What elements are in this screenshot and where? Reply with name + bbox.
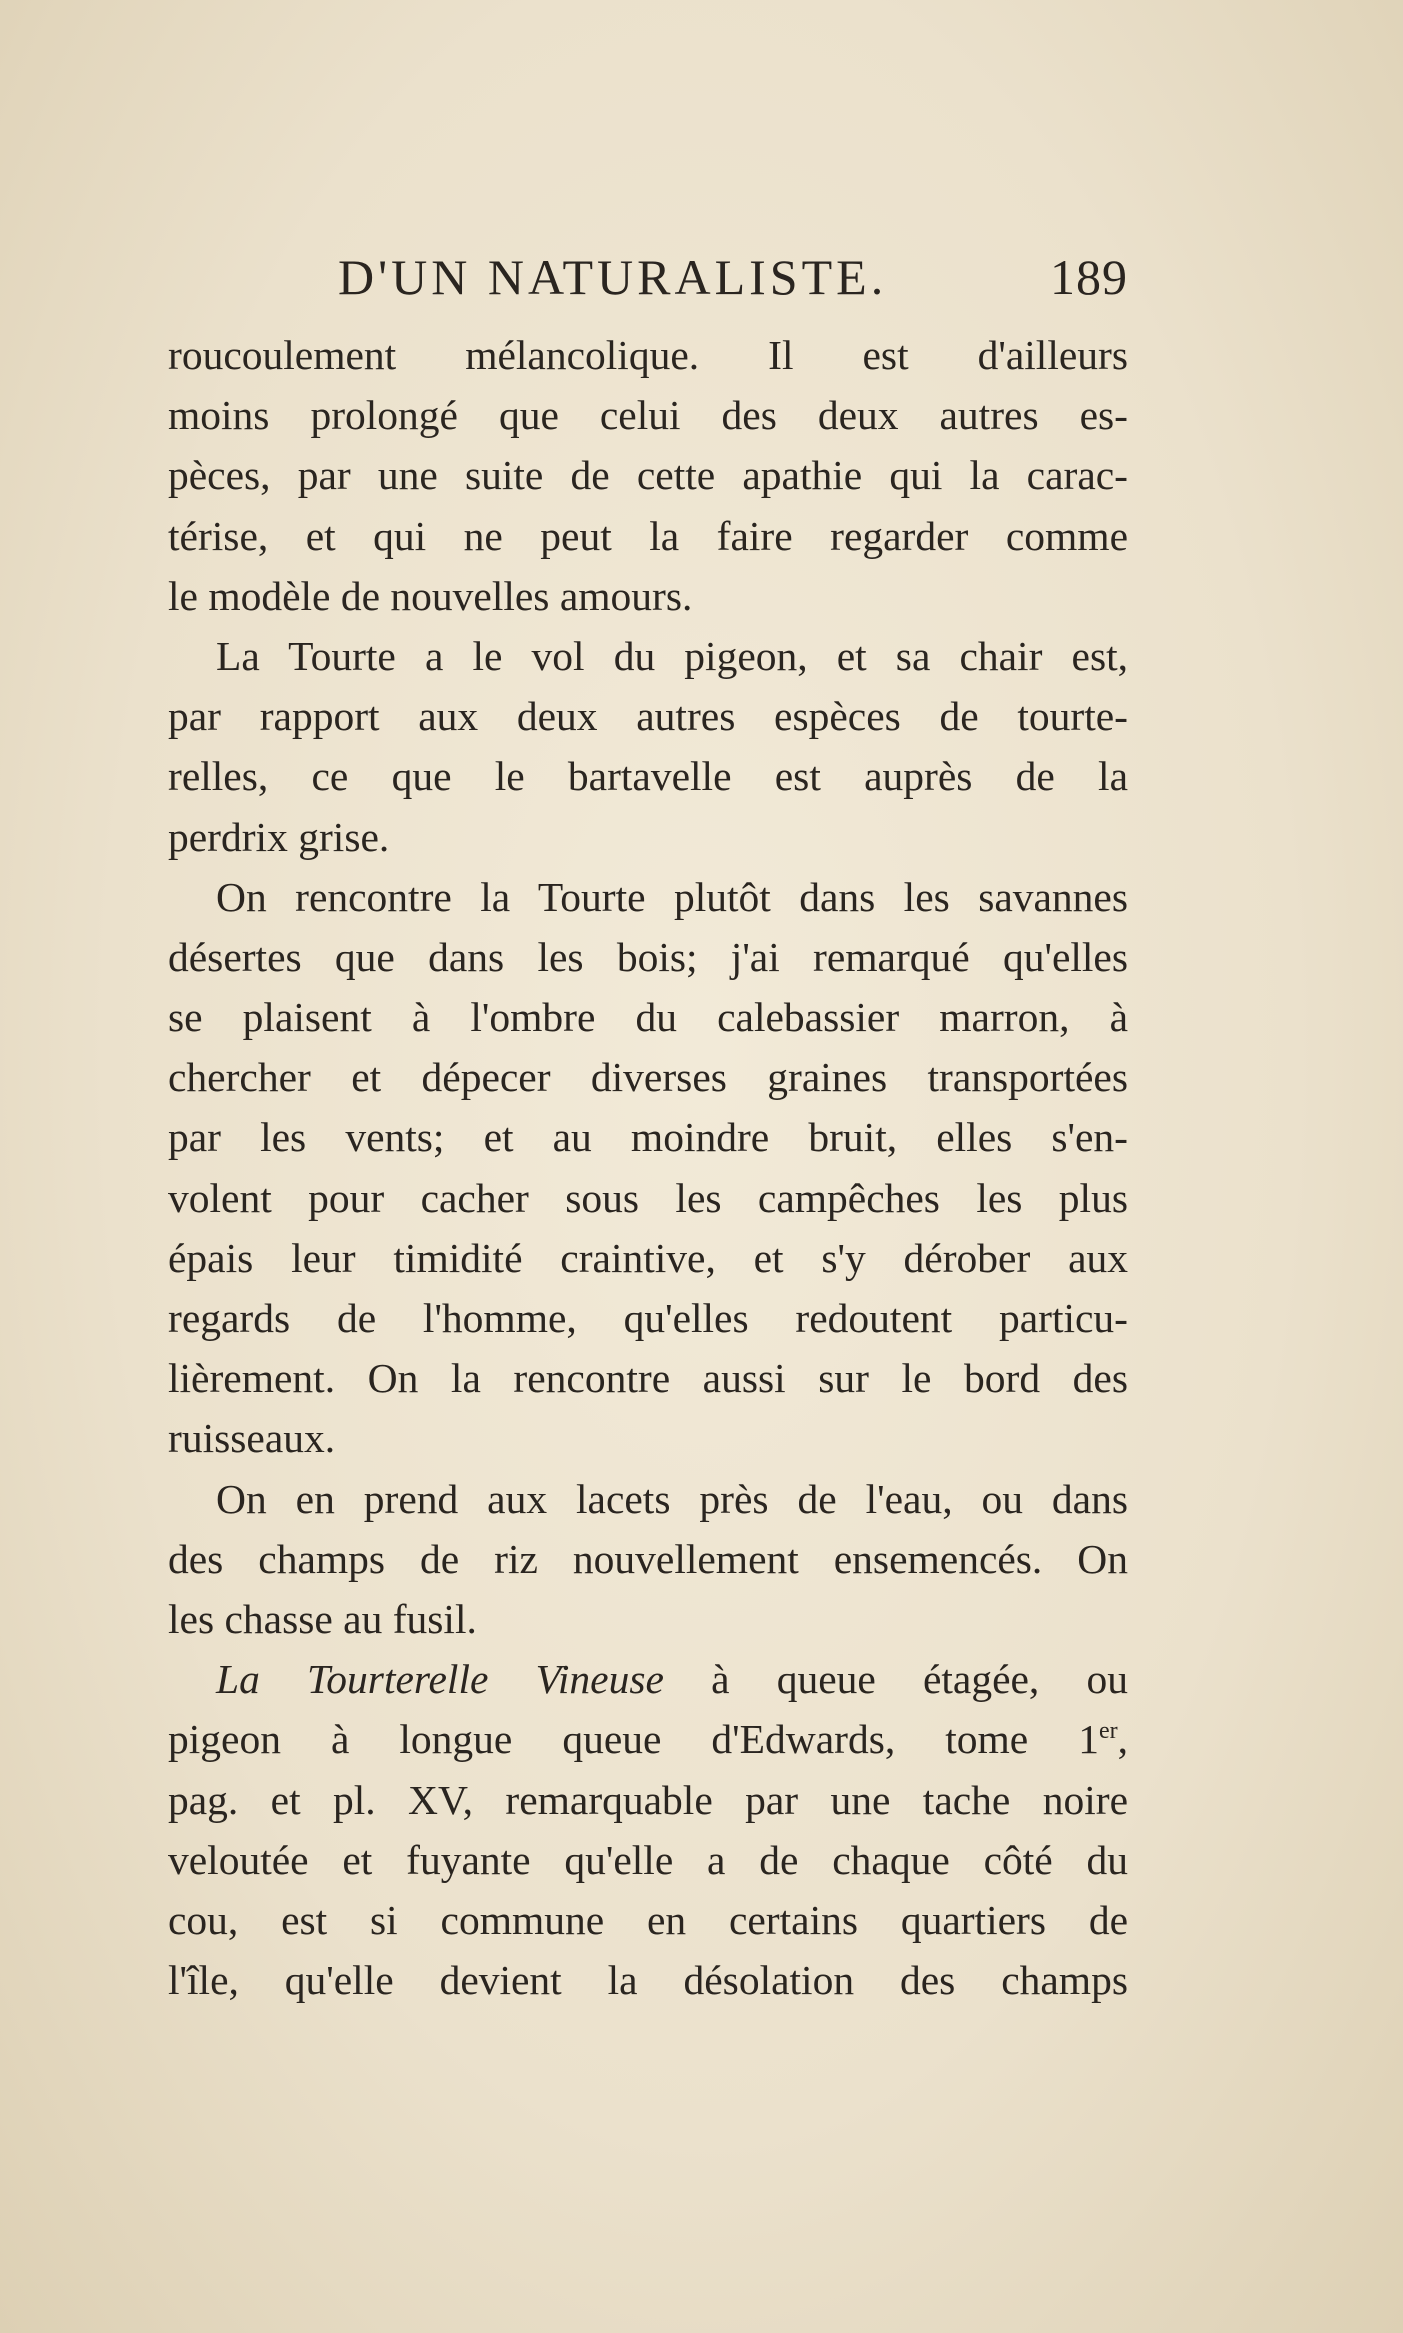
text-line: perdrix grise. <box>168 813 390 860</box>
text-line: moins prolongé que celui des deux autres es- <box>168 392 1128 439</box>
text-fragment: à queue étagée, ou <box>663 1656 1129 1703</box>
text-line: lièrement. On la rencontre aussi sur le bord des <box>168 1355 1128 1402</box>
running-title: D'UN NATURALISTE. <box>338 249 888 305</box>
text-line: pag. et pl. XV, remarquable par une tache noire <box>168 1776 1128 1823</box>
text-line: ruisseaux. <box>168 1415 336 1462</box>
body-text <box>168 325 1128 2010</box>
text-line: désertes que dans les bois; j'ai remarqué qu'elles <box>168 933 1128 980</box>
text-line: roucoulement mélancolique. Il est d'ailleurs <box>168 332 1128 378</box>
text-line: se plaisent à l'ombre du calebassier marron, à <box>168 994 1128 1041</box>
text-line: épais leur timidité craintive, et s'y dérober aux <box>168 1234 1128 1281</box>
text-line: le modèle de nouvelles amours. <box>168 572 693 619</box>
text-line: La Tourte a le vol du pigeon, et sa chair est, <box>216 632 1128 679</box>
text-line: On rencontre la Tourte plutôt dans les savannes <box>216 873 1128 920</box>
running-head <box>338 248 1128 318</box>
text-line: térise, et qui ne peut la faire regarder comme <box>168 512 1128 559</box>
text-line: par rapport aux deux autres espèces de tourte- <box>168 693 1128 740</box>
text-line: les chasse au fusil. <box>168 1595 477 1642</box>
text-line-superscript <box>168 1709 1128 1769</box>
text-line: cou, est si commune en certains quartiers de <box>168 1896 1128 1943</box>
superscript: er <box>1098 1718 1118 1745</box>
text-line: chercher et dépecer diverses graines transportées <box>168 1054 1128 1101</box>
text-fragment: , <box>1117 1716 1128 1763</box>
species-name: La Tourterelle Vineuse <box>216 1656 664 1703</box>
text-line: On en prend aux lacets près de l'eau, ou dans <box>216 1475 1128 1522</box>
text-line: volent pour cacher sous les campêches les plus <box>168 1174 1128 1221</box>
text-line: relles, ce que le bartavelle est auprès de la <box>168 753 1128 800</box>
text-line: par les vents; et au moindre bruit, elles s'en- <box>168 1114 1128 1161</box>
text-line: des champs de riz nouvellement ensemencés. On <box>168 1535 1128 1582</box>
text-line-italic-start <box>168 1649 1128 1709</box>
text-line: regards de l'homme, qu'elles redoutent particu- <box>168 1295 1128 1341</box>
page-number: 189 <box>1050 249 1128 305</box>
text-fragment: pigeon à longue queue d'Edwards, tome 1 <box>168 1716 1099 1763</box>
text-line: l'île, qu'elle devient la désolation des champs <box>168 1957 1128 2004</box>
text-line: veloutée et fuyante qu'elle a de chaque côté du <box>168 1836 1128 1883</box>
text-line: pèces, par une suite de cette apathie qui la carac- <box>168 452 1128 499</box>
